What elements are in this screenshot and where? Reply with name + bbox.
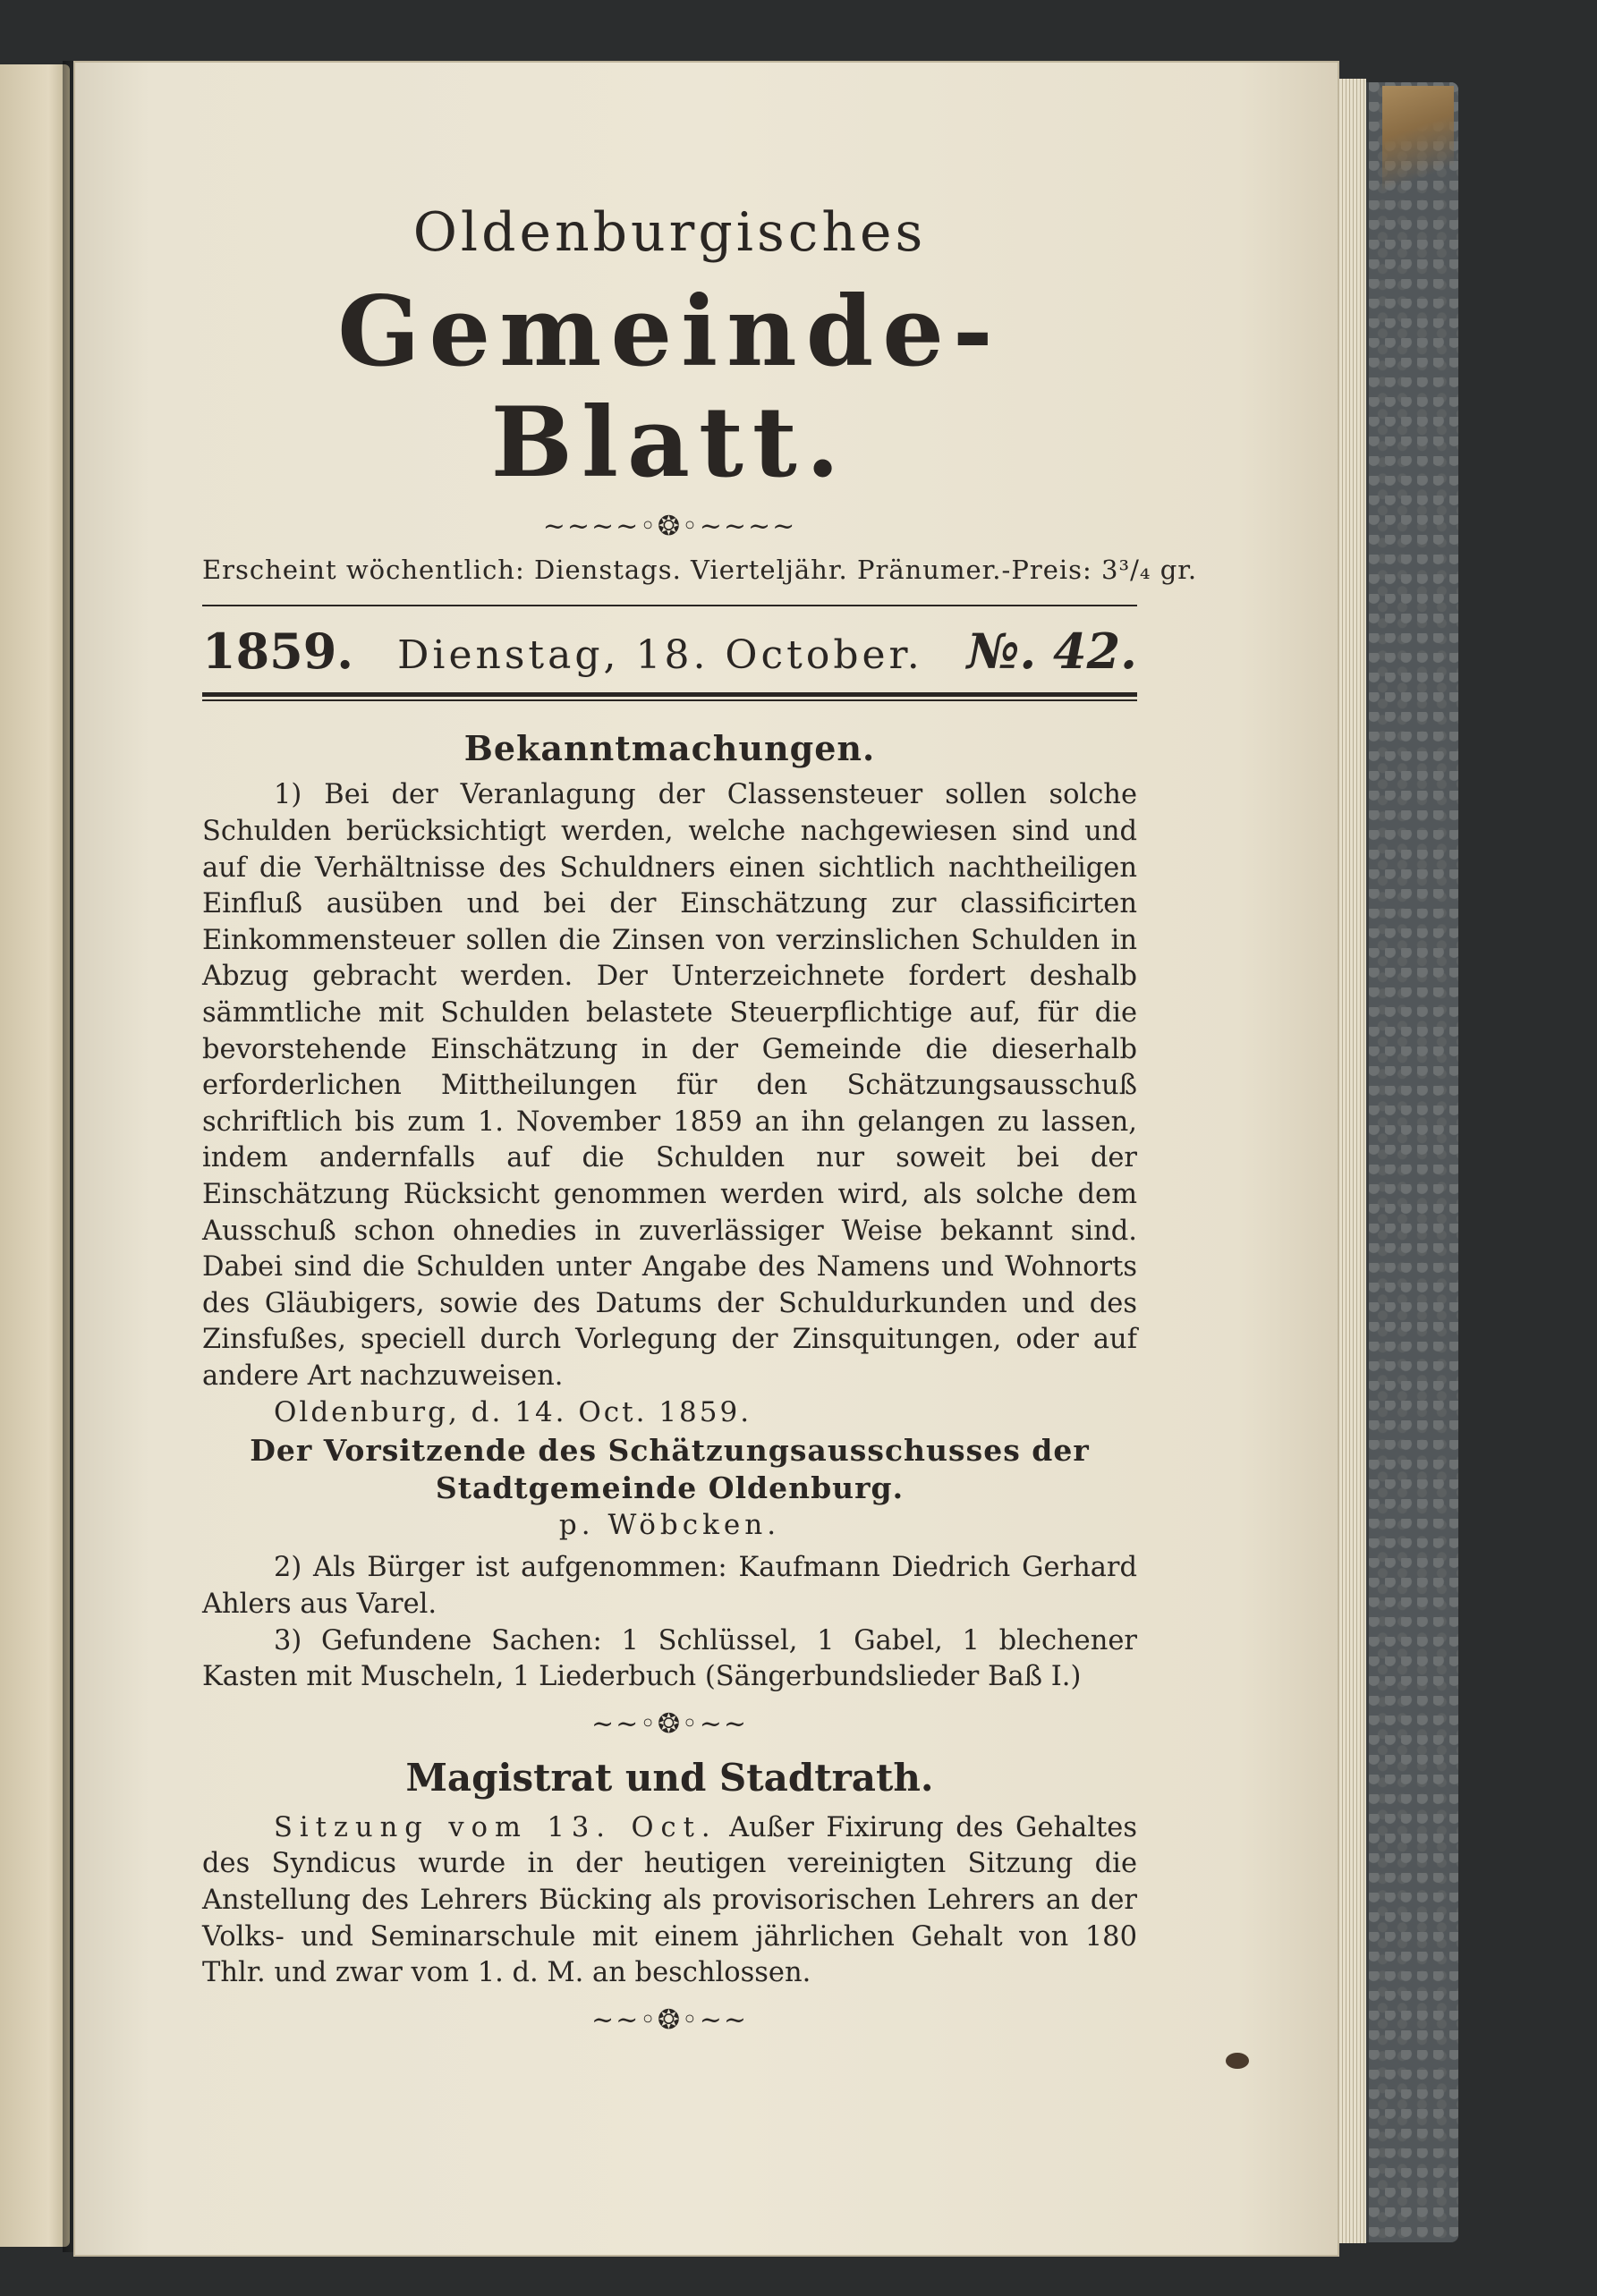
signer-title: Der Vorsitzende des Schätzungsausschusses der Stadtgemeinde Oldenburg. (250, 1433, 1090, 1506)
masthead-title: Gemeinde-Blatt. (337, 275, 1002, 500)
section-ornament: ~~◦❂◦~~ (590, 1707, 749, 1740)
facing-page-edge (0, 64, 70, 2247)
page-content (202, 179, 1198, 2048)
masthead-subtitle: Oldenburgisches (412, 201, 927, 264)
session-body: Außer Fixirung des Gehaltes des Syndicus wurde in der heutigen vereinigten Sitzung die Anstellung des Lehrers Bücking als provisorischen Lehrers an der Volks- und Seminarschule mit einem jährlichen Gehalt von 180 Thlr. und zwar vom 1. d. M. an beschlossen. (202, 1811, 1137, 1989)
announcement-1: 1) Bei der Veranlagung der Classensteuer sollen solche Schulden berücksichtigt werden, welche nachgewiesen sind und auf die Verhältnisse des Schuldners einen sichtlich nachtheiligen Einfluß ausüben und bei der Einschätzung zur classificirten Einkommensteuer sollen die Zinsen von verzinslichen Schulden in Abzug gebracht werden. Der Unterzeichnete fordert deshalb sämmtliche mit Schulden belastete Steuerpflichtige auf, für die bevorstehende Einschätzung in der Gemeinde die dieserhalb erforderlichen Mittheilungen für den Schätzungsausschuß schriftlich bis zum 1. November 1859 an ihn gelangen zu lassen, indem andernfalls auf die Schulden nur soweit bei der Einschätzung Rücksicht genommen werden wird, als solche dem Ausschuß schon ohnedies in zuverlässiger Weise bekannt sind. Dabei sind die Schulden unter Angabe des Namens und Wohnorts des Gläubigers, sowie des Datums der Schuldurkunden und des Zinsfußes, speciell durch Vorlegung der Zinsquitungen, oder auf andere Art nachzuweisen. (202, 779, 1137, 1392)
session-lead: Sitzung vom 13. Oct. (274, 1811, 718, 1843)
book-cover-edge (1366, 82, 1458, 2242)
magistrate-report (202, 1810, 1137, 1992)
announcement-3: 3) Gefundene Sachen: 1 Schlüssel, 1 Gabel, 1 blechener Kasten mit Muscheln, 1 Liederbuch (Sängerbundslieder Baß I.) (202, 1624, 1137, 1693)
masthead-ornament: ~~~~◦❂◦~~~~ (542, 511, 797, 543)
issue-date: Dienstag, 18. October. (397, 632, 923, 679)
page-stack-edge (1339, 79, 1366, 2243)
double-rule (202, 692, 1137, 701)
section-heading-magistrate: Magistrat und Stadtrath. (405, 1755, 934, 1800)
issue-number: №. 42. (966, 623, 1137, 681)
issue-year: 1859. (202, 623, 354, 681)
signer-name: p. Wöbcken. (558, 1509, 781, 1542)
paper-stain (1226, 2053, 1249, 2069)
announcement-2: 2) Als Bürger ist aufgenommen: Kaufmann Diedrich Gerhard Ahlers aus Varel. (202, 1552, 1137, 1621)
dateline (202, 623, 1137, 680)
publication-info: Erscheint wöchentlich: Dienstags. Vierteljähr. Pränumer.-Preis: 3³/₄ gr. (202, 555, 1198, 586)
end-ornament: ~~◦❂◦~~ (590, 2004, 749, 2036)
section-heading-announcements: Bekanntmachungen. (463, 728, 876, 769)
cover-corner-wear (1382, 86, 1454, 193)
rule-divider (202, 605, 1137, 606)
place-date: Oldenburg, d. 14. Oct. 1859. (274, 1396, 752, 1429)
